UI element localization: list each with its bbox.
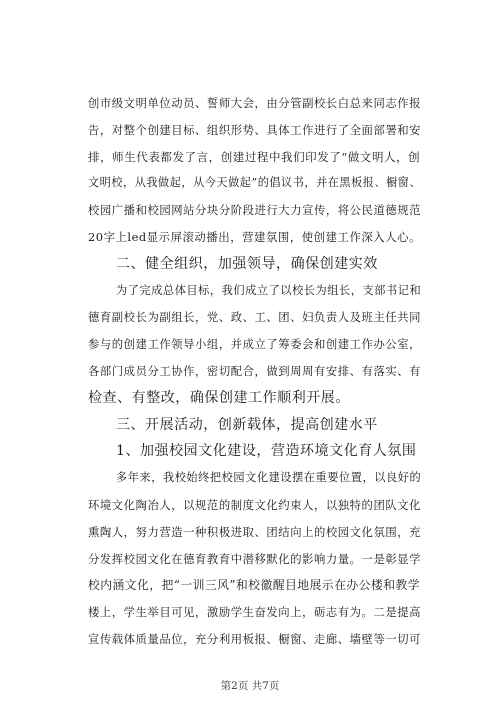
text-line: 多年来，我校始终把校园文化建设摆在重要位置，以良好的 <box>116 471 422 485</box>
text-line: 二、健全组织，加强领导，确保创建实效 <box>116 255 378 272</box>
text-line: 各部门成员分工协作，密切配合，做到周周有安排、有落实、有 <box>88 363 422 378</box>
text-line: 告，对整个创建目标、组织形势、具体工作进行了全面部署和安 <box>88 122 422 137</box>
text-line: 检查、有整改，确保创建工作顺利开展。 <box>88 389 350 406</box>
text-line: 文明校，从我做起，从今天做起”的倡议书，并在黑板报、橱窗、 <box>88 176 422 190</box>
text-line: 1、加强校园文化建设，营造环境文化育人氛围 <box>116 443 417 460</box>
text-line: 参与的创建工作领导小组，并成立了筹委会和创建工作办公室， <box>88 337 422 352</box>
text-line: 宣传载体质量品位，充分利用板报、橱窗、走廊、墙壁等一切可 <box>88 631 422 646</box>
text-line: 环境文化陶冶人，以规范的制度文化约束人，以独特的团队文化 <box>88 497 422 512</box>
text-line: 20字上led显示屏滚动播出，营建氛围，使创建工作深入人心。 <box>88 229 421 244</box>
text-line: 熏陶人，努力营造一种积极进取、团结向上的校园文化氛围，充 <box>88 524 422 539</box>
text-line: 三、开展活动，创新载体，提高创建水平 <box>116 416 378 433</box>
text-line: 校园广播和校园网站分块分阶段进行大力宣传，将公民道德规范 <box>88 203 422 218</box>
text-line: 校内涵文化，把“一训三风”和校徽醒目地展示在办公楼和教学 <box>88 578 421 593</box>
text-line: 分发挥校园文化在德育教育中潜移默化的影响力量。一是彰显学 <box>88 551 422 566</box>
page-number-footer: 第2页 共7页 <box>220 680 280 692</box>
text-line: 德育副校长为副组长，党、政、工、团、妇负责人及班主任共同 <box>88 310 422 325</box>
text-line: 创市级文明单位动员、誓师大会，由分管副校长白总来同志作报 <box>88 96 422 110</box>
text-line: 为了完成总体目标，我们成立了以校长为组长，支部书记和 <box>116 283 422 297</box>
text-line: 楼上，学生举目可见，激励学生奋发向上，砺志有为。二是提高 <box>88 605 422 620</box>
body-text <box>88 90 422 653</box>
text-line: 排，师生代表都发了言，创建过程中我们印发了“做文明人，创 <box>88 149 421 164</box>
